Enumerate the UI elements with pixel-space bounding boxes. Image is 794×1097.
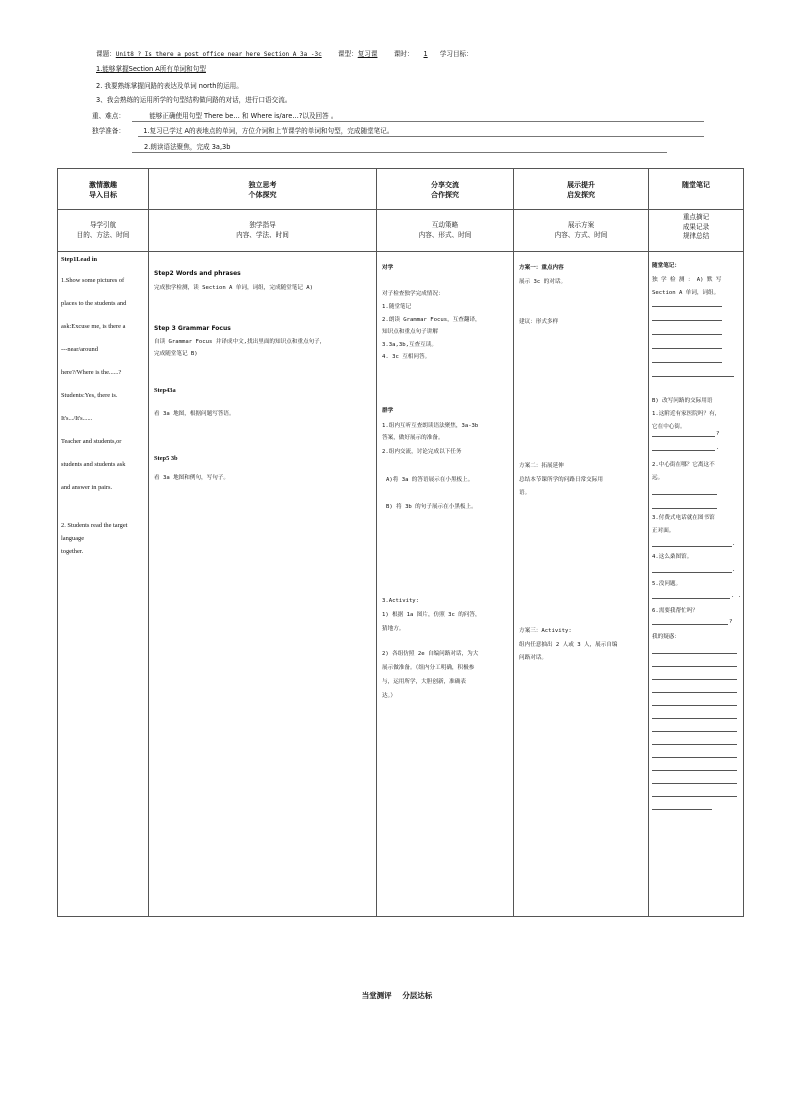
header-col-1-line-2: 导入目标 (89, 190, 117, 199)
col2-line: 完成随堂笔记 B) (154, 351, 198, 357)
topic-label: 课题： (96, 50, 116, 58)
col1-line: ask:Excuse me, is there a (61, 323, 126, 330)
body-col-self-study (149, 252, 377, 917)
subheader-col-2-line-2: 内容、学法、时间 (236, 230, 289, 239)
prep-line-1 (92, 127, 393, 136)
answer-blank[interactable] (652, 508, 717, 509)
col3-line: B) 将 3b 的句子展示在小黑板上。 (386, 504, 477, 510)
col1-line: Teacher and students,or (61, 438, 122, 445)
col2-step5: Step5 3b (154, 455, 178, 462)
col5-line: 5.没问题。 (652, 581, 682, 587)
col1-line: and answer in pairs. (61, 484, 113, 491)
col5-line: 4.这么桑图馆。 (652, 554, 693, 560)
col1-step1: Step1Lead in (61, 256, 98, 263)
col3-activity: 3.Activity: (382, 598, 420, 604)
col3-line: 1) 根据 1a 图片，仿照 3c 的问答， (382, 612, 481, 618)
body-col-presentation (514, 252, 649, 917)
doubt-line[interactable] (652, 731, 737, 732)
subheader-col-4 (514, 210, 649, 252)
table-subheader-row (58, 210, 744, 252)
col1-line: 2. Students read the target (61, 522, 128, 529)
header-col-4-line-2: 启发探究 (567, 190, 595, 199)
key-points (92, 112, 337, 121)
subheader-col-4-line-2: 内容、方式、时间 (554, 230, 608, 239)
type-label: 课型： (337, 50, 358, 58)
col5-punct: ? (729, 619, 733, 625)
doubt-line[interactable] (652, 718, 737, 719)
key-underline (132, 121, 704, 122)
subheader-col-2 (149, 210, 377, 252)
col3-pair-study: 对学 (382, 265, 394, 271)
col5-line: 3.付费式电话就在图书馆 (652, 515, 715, 521)
hours-label: 课时： (393, 50, 414, 58)
subheader-col-5 (649, 210, 744, 252)
col5-line: Section A 单词，词组。 (652, 290, 720, 296)
col5-line: 它在中心街。 (652, 424, 686, 430)
col1-line: language (61, 535, 85, 542)
goal-label: 学习目标： (439, 50, 473, 58)
subheader-col-1 (58, 210, 149, 252)
col5-punct: ? (716, 431, 720, 437)
col5-punct: . (732, 567, 736, 573)
col2-line: 自读 Grammar Focus 并译成中文,找出里面的知识点和重点句子， (154, 339, 326, 345)
doubt-line[interactable] (652, 783, 737, 784)
answer-blank[interactable] (652, 334, 722, 335)
col2-line: 看 3a 地图和例句，写句子。 (154, 475, 230, 481)
col1-line: Students:Yes, there is. (61, 392, 118, 399)
col2-line: 看 3a 地图，根据问题写答语。 (154, 411, 235, 417)
col3-line: 答案，做好展示的准备。 (382, 435, 444, 441)
col3-line: 展示做准备。（组内分工明确，积极参 (382, 665, 475, 671)
col5-line: 正对面。 (652, 528, 675, 534)
col5-line: 独 学 检 测 ： A) 默 写 (652, 277, 722, 283)
subheader-col-3-line-1: 互动策略 (431, 221, 459, 229)
header-col-3-line-2: 合作探究 (431, 190, 459, 199)
col5-punct: . (732, 541, 736, 547)
prep-underline-1 (138, 136, 704, 137)
doubt-line[interactable] (652, 666, 737, 667)
header-col-2 (149, 169, 377, 210)
subheader-col-5-line-2: 成果记录 (682, 222, 710, 231)
key-value: 能够正确使用句型 There be… 和 Where is/are…?以及回答 。 (149, 112, 338, 120)
subheader-col-1-line-2: 目的、方法、时间 (76, 230, 130, 239)
answer-blank[interactable] (652, 376, 734, 377)
key-label: 重、难点： (92, 112, 125, 120)
answer-blank[interactable] (652, 598, 730, 599)
col4-plan-2: 方案二：拓展延伸 (519, 463, 564, 469)
footer-levels: 分层达标 (402, 991, 433, 1000)
hours-value: 1 (423, 50, 428, 58)
col1-line: here?/Where is the......? (61, 369, 122, 376)
prep-underline-2 (132, 152, 667, 153)
col3-line: A)将 3a 的答语展示在小黑板上。 (386, 477, 474, 483)
col3-group-study: 群学 (382, 408, 394, 414)
col1-line: places to the students and (61, 300, 127, 307)
table-header-row (58, 169, 744, 210)
answer-blank[interactable] (652, 546, 732, 547)
answer-blank[interactable] (652, 450, 715, 451)
col4-line: 展示 3c 的对话。 (519, 279, 567, 285)
col1-line: It's.../It's...... (61, 415, 93, 422)
doubt-line[interactable] (652, 679, 737, 680)
header-col-5 (649, 169, 744, 210)
col3-line: 对子检查独学完成情况： (382, 291, 444, 297)
answer-blank[interactable] (652, 306, 722, 307)
col5-line: B) 改写问路的交际用语 (652, 398, 713, 404)
col3-line: 1.随堂笔记 (382, 304, 412, 310)
subheader-col-5-line-1: 重点摘记 (682, 213, 710, 221)
doubt-line[interactable] (652, 653, 737, 654)
body-col-notes (649, 252, 744, 917)
prep-label: 独学准备： (92, 127, 125, 135)
lesson-plan-table (57, 168, 744, 917)
col3-line: 3.3a,3b,互查互读。 (382, 342, 437, 348)
answer-blank[interactable] (652, 494, 717, 495)
header-col-3-line-1: 分享交流 (431, 181, 459, 189)
body-col-cooperative (377, 252, 514, 917)
footer-assessment: 当堂测评 (361, 991, 392, 1000)
col4-plan-3: 方案三：Activity: (519, 628, 572, 634)
doubt-line[interactable] (652, 692, 737, 693)
body-col-lead-in (58, 252, 149, 917)
col5-doubts-label: 我的疑惑： (652, 634, 680, 640)
col4-plan-1: 方案一：重点内容 (519, 265, 564, 271)
col3-line: 达。） (382, 693, 396, 699)
col3-line: 2.组内交流，讨论完成以下任务 (382, 449, 462, 455)
subheader-col-3 (377, 210, 514, 252)
goal-2: 2. 我要熟练掌握问路的表达及单词 north的运用。 (96, 82, 243, 90)
col5-line: 6.需要我帮忙吗？ (652, 608, 698, 614)
doubt-line[interactable] (652, 809, 712, 810)
subheader-col-2-line-1: 独学指导 (249, 221, 276, 229)
col4-line: 问路对话。 (519, 655, 547, 661)
doubt-line[interactable] (652, 757, 737, 758)
prep-item-2: 2.朗读语法聚焦，完成 3a,3b (144, 143, 231, 151)
col1-line: students and students ask (61, 461, 126, 468)
col2-step2: Step2 Words and phrases (154, 270, 241, 277)
subheader-col-5-line-3: 规律总结 (682, 232, 710, 240)
answer-blank[interactable] (652, 624, 728, 625)
col2-line: 完成独学检测，读 Section A 单词，词组，完成随堂笔记 A) (154, 285, 314, 291)
col5-line: 远。 (652, 475, 664, 481)
col5-title: 随堂笔记： (652, 263, 680, 269)
col3-line: 知识点和重点句子讲解 (382, 329, 438, 335)
subheader-col-4-line-1: 展示方案 (567, 221, 595, 229)
answer-blank[interactable] (652, 436, 715, 437)
topic-value: Unit8 ? Is there a post office near here Section A 3a -3c (115, 51, 322, 58)
doubt-line[interactable] (652, 770, 737, 771)
col3-line: 1.组内互听互查朗读语法聚焦，3a-3b (382, 423, 479, 429)
answer-blank[interactable] (652, 348, 722, 349)
col3-line: 与，运用所学，大胆创新，准确表 (382, 679, 466, 685)
prep-item-1: 1.复习已学过 A的表地点的单词，方位介词和上节课学的单词和句型，完成随堂笔记。 (143, 127, 394, 135)
col2-step4: Step43a (154, 387, 176, 394)
header-col-1-line-1: 激情激趣 (89, 181, 117, 189)
table-body-row (58, 252, 744, 917)
answer-blank[interactable] (652, 362, 722, 363)
col4-line: 总结本节课所学的问路日常交际用 (519, 477, 603, 483)
type-value: 复习课 (357, 50, 378, 58)
col5-line: 1.这附近有家医院吗？有， (652, 411, 721, 417)
col3-line: 2.朗读 Grammar Focus，互查翻译， (382, 317, 481, 323)
col3-line: 猜地方。 (382, 626, 405, 632)
header-col-5-line-1: 随堂笔记 (682, 181, 710, 189)
lesson-header-line (96, 50, 473, 59)
header-col-2-line-1: 独立思考 (248, 181, 277, 189)
header-col-2-line-2: 个体探究 (248, 190, 277, 199)
doubt-line[interactable] (652, 796, 737, 797)
col5-line: 2.中心街在哪？它离这不 (652, 462, 715, 468)
col3-line: 4. 3c 互相问答。 (382, 354, 431, 360)
answer-blank[interactable] (652, 572, 732, 573)
subheader-col-3-line-2: 内容、形式、时间 (418, 230, 472, 239)
col1-line: 1.Show some pictures of (61, 277, 125, 284)
col4-line: 语。 (519, 490, 531, 496)
goal-1: 1.能够掌握Section A所有单词和句型 (96, 65, 206, 73)
page-footer (0, 990, 794, 1001)
col1-line: together. (61, 548, 84, 555)
header-col-4 (514, 169, 649, 210)
header-col-1 (58, 169, 149, 210)
goal-3: 3、我会熟练的运用所学的句型结构做问路的对话，进行口语交流。 (96, 96, 292, 104)
col2-step3: Step 3 Grammar Focus (154, 325, 231, 332)
col5-punct: . . (731, 593, 742, 599)
col4-line: 组内任意抽出 2 人或 3 人，展示自编 (519, 642, 618, 648)
doubt-line[interactable] (652, 705, 737, 706)
doubt-line[interactable] (652, 744, 737, 745)
header-col-3 (377, 169, 514, 210)
col5-punct: . (716, 445, 720, 451)
col1-line: ---near/around (61, 346, 98, 353)
col3-line: 2) 各组仿照 2e 自编问路对话，为大 (382, 651, 479, 657)
header-col-4-line-1: 展示提升 (567, 181, 595, 189)
col4-line: 建议：形式多样 (519, 319, 559, 325)
answer-blank[interactable] (652, 320, 722, 321)
subheader-col-1-line-1: 导学引航 (89, 221, 117, 229)
